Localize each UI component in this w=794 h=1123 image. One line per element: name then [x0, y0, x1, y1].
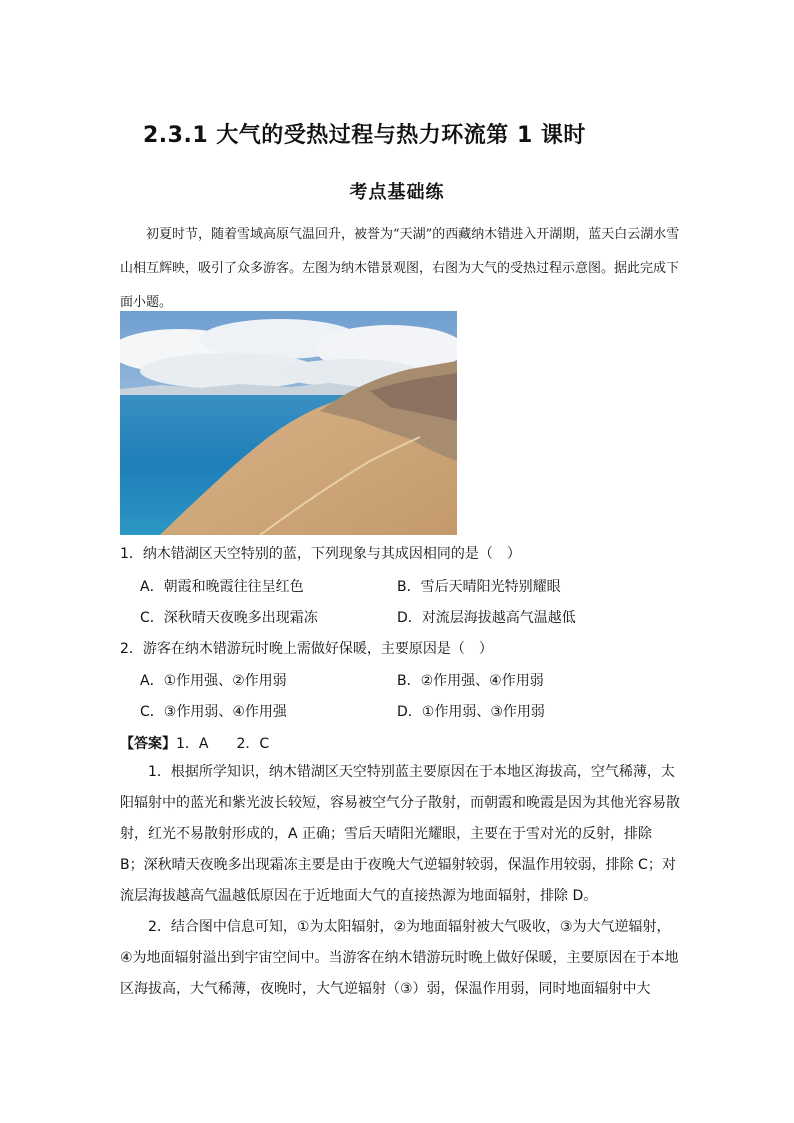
namco-lake-photo [120, 311, 457, 535]
question-1-option-a: A．朝霞和晚霞往往呈红色 [140, 579, 304, 595]
question-2-option-b: B．②作用强、④作用弱 [397, 673, 544, 689]
intro-paragraph: 初夏时节，随着雪域高原气温回升，被誉为“天湖”的西藏纳木错进入开湖期，蓝天白云湖水雪山相互辉映，吸引了众多游客。左图为纳木错景观图，右图为大气的受热过程示意图。据此完成下面小题。 [120, 227, 680, 310]
question-2-option-a: A．①作用强、②作用弱 [140, 673, 287, 689]
question-1-stem: 1．纳木错湖区天空特别的蓝，下列现象与其成因相同的是（ ） [120, 546, 521, 562]
question-1-option-d: D．对流层海拔越高气温越低 [397, 610, 576, 626]
question-2-option-c: C．③作用弱、④作用强 [140, 704, 287, 720]
answer-line [120, 733, 269, 753]
answer-text: 1．A 2．C [176, 736, 270, 752]
explanation-2: 2．结合图中信息可知，①为太阳辐射，②为地面辐射被大气吸收，③为大气逆辐射，④为地面辐射溢出到宇宙空间中。当游客在纳木错游玩时晚上做好保暖，主要原因在于本地区海拔高，大气稀薄，夜晚时，大气逆辐射（③）弱，保温作用弱，同时地面辐射中大 [120, 919, 679, 997]
question-2-option-d: D．①作用弱、③作用弱 [397, 704, 545, 720]
section-subtitle: 考点基础练 [349, 182, 445, 203]
page-title: 2.3.1 大气的受热过程与热力环流第 1 课时 [143, 123, 586, 148]
question-1-option-c: C．深秋晴天夜晚多出现霜冻 [140, 610, 318, 626]
explanation-1: 1．根据所学知识，纳木错湖区天空特别蓝主要原因在于本地区海拔高，空气稀薄，太阳辐射中的蓝光和紫光波长较短，容易被空气分子散射，而朝霞和晚霞是因为其他光容易散射，红光不易散射形成的，A 正确；雪后天晴阳光耀眼，主要在于雪对光的反射，排除 B；深秋晴天夜晚多出现霜冻主要是由于夜晚大气逆辐射较弱，保温作用较弱，排除 C；对流层海拔越高气温越低原因在于近地面大气的直接热源为地面辐射，排除 D。 [120, 764, 680, 904]
lake-landscape-image [120, 311, 457, 535]
question-1-option-b: B．雪后天晴阳光特别耀眼 [397, 579, 561, 595]
answer-tag: 【答案】 [120, 736, 176, 752]
question-2-stem: 2．游客在纳木错游玩时晚上需做好保暖，主要原因是（ ） [120, 641, 493, 657]
